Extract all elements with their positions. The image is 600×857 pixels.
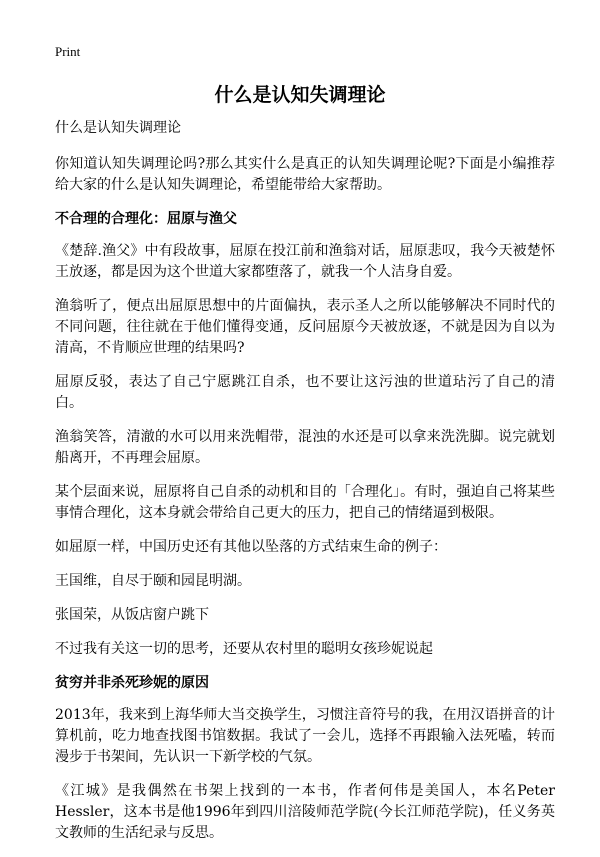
- paragraph: 《江城》是我偶然在书架上找到的一本书，作者何伟是美国人，本名Peter Hessler，这本书是他1996年到四川涪陵师范学院(今长江师范学院)，任义务英文教师的生活纪录与反思。: [55, 783, 555, 841]
- paragraph: 2013年，我来到上海华师大当交换学生，习惯注音符号的我，在用汉语拼音的计算机前，吃力地查找图书馆数据。我试了一会儿，选择不再跟输入法死嗑，转而漫步于书架间，先认识一下新学校的气氛。: [55, 707, 555, 765]
- paragraph: 不过我有关这一切的思考，还要从农村里的聪明女孩珍妮说起: [55, 641, 433, 657]
- paragraph: 王国维，自尽于颐和园昆明湖。: [55, 573, 251, 589]
- page-title: 什么是认知失调理论: [214, 84, 386, 106]
- paragraph: 张国荣，从饭店窗户跳下: [55, 607, 209, 623]
- paragraph: 渔翁笑答，清澈的水可以用来洗帽带，混浊的水还是可以拿来洗洗脚。说完就划船离开，不再理会屈原。: [55, 429, 555, 466]
- article-body: [55, 118, 555, 857]
- section-heading: 不合理的合理化：屈原与渔父: [55, 211, 237, 227]
- section-heading: 贫穷并非杀死珍妮的原因: [55, 675, 209, 691]
- paragraph: 屈原反驳，表达了自己宁愿跳江自杀，也不要让这污浊的世道玷污了自己的清白。: [55, 374, 555, 411]
- article-subtitle: 什么是认知失调理论: [55, 120, 181, 136]
- paragraph: 某个层面来说，屈原将自己自杀的动机和目的「合理化」。有时，强迫自己将某些事情合理化，这本身就会带给自己更大的压力，把自己的情绪逼到极限。: [55, 484, 555, 521]
- paragraph: 如屈原一样，中国历史还有其他以坠落的方式结束生命的例子：: [55, 539, 447, 555]
- paragraph: 渔翁听了，便点出屈原思想中的片面偏执，表示圣人之所以能够解决不同时代的不同问题，往往就在于他们懂得变通，反问屈原今天被放逐，不就是因为自以为清高，不肯顺应世理的结果吗?: [55, 298, 555, 356]
- print-label: Print: [55, 44, 81, 59]
- paragraph: 《楚辞.渔父》中有段故事，屈原在投江前和渔翁对话，屈原悲叹，我今天被楚怀王放逐，都是因为这个世道大家都堕落了，就我一个人洁身自爱。: [55, 243, 555, 280]
- intro-paragraph: 你知道认知失调理论吗?那么其实什么是真正的认知失调理论呢?下面是小编推荐给大家的什么是认知失调理论，希望能带给大家帮助。: [55, 156, 555, 193]
